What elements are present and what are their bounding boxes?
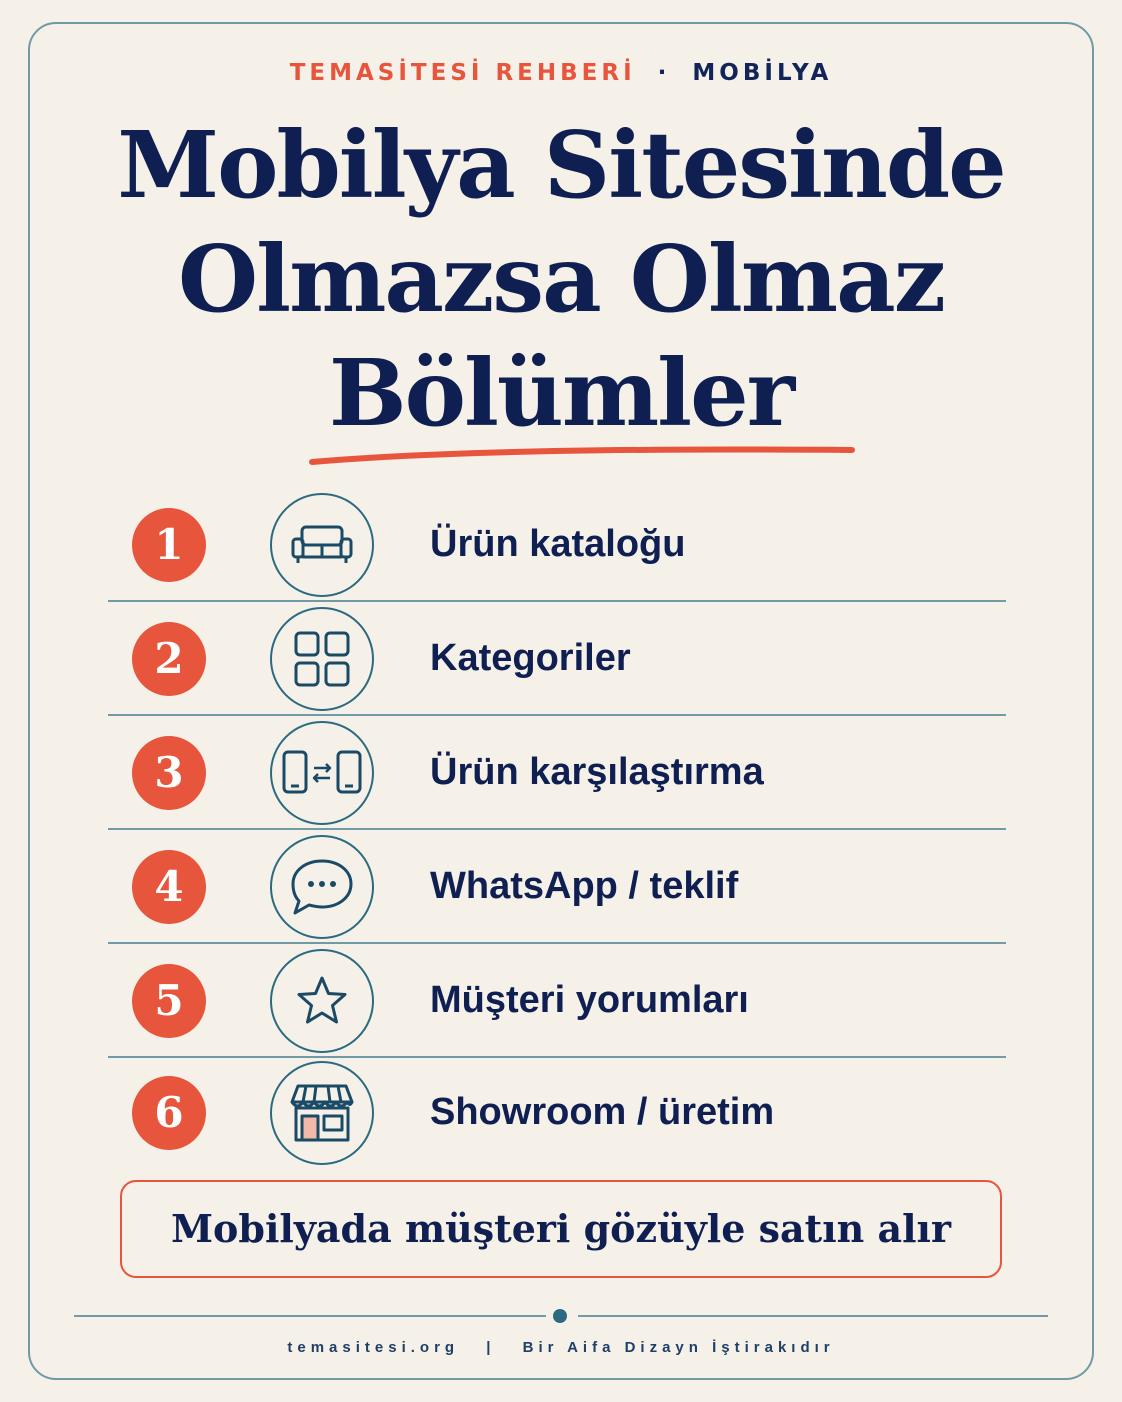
chat-bubble-icon xyxy=(270,835,374,939)
footer-divider-right xyxy=(578,1315,1048,1317)
list-item xyxy=(108,944,1006,1058)
item-label: Müşteri yorumları xyxy=(430,979,749,1021)
list-item xyxy=(108,830,1006,944)
callout-box: Mobilyada müşteri gözüyle satın alır xyxy=(120,1180,1002,1278)
item-number: 5 xyxy=(132,964,206,1038)
footer-site-link[interactable]: temasitesi.org xyxy=(287,1339,460,1356)
star-icon xyxy=(270,949,374,1053)
title-line-1: Mobilya Sitesinde xyxy=(117,111,1005,219)
footer-separator: | xyxy=(486,1339,496,1356)
page-title xyxy=(0,108,1122,450)
item-number: 4 xyxy=(132,850,206,924)
eyebrow xyxy=(0,60,1122,86)
sofa-icon xyxy=(270,493,374,597)
item-number: 3 xyxy=(132,736,206,810)
title-line-2: Olmazsa Olmaz xyxy=(177,225,945,333)
item-label: Showroom / üretim xyxy=(430,1091,775,1133)
footer xyxy=(0,1339,1122,1356)
title-underline xyxy=(308,442,858,468)
footer-divider-dot xyxy=(553,1309,567,1323)
item-number: 2 xyxy=(132,622,206,696)
title-line-3: Bölümler xyxy=(328,339,794,447)
list-item xyxy=(108,602,1006,716)
footer-tagline: Bir Aifa Dizayn İştirakıdır xyxy=(522,1339,835,1356)
list-item xyxy=(108,488,1006,602)
storefront-icon xyxy=(270,1061,374,1165)
eyebrow-brand: TEMASİTESİ REHBERİ xyxy=(289,60,636,86)
footer-divider-left xyxy=(74,1315,546,1317)
eyebrow-topic: MOBİLYA xyxy=(692,60,833,86)
item-label: Ürün karşılaştırma xyxy=(430,751,764,793)
item-label: Ürün kataloğu xyxy=(430,523,686,565)
list-item xyxy=(108,1056,1006,1170)
grid-icon xyxy=(270,607,374,711)
item-number: 6 xyxy=(132,1076,206,1150)
item-number: 1 xyxy=(132,508,206,582)
compare-icon xyxy=(270,721,374,825)
eyebrow-separator: · xyxy=(657,60,671,86)
item-label: Kategoriler xyxy=(430,637,631,679)
item-label: WhatsApp / teklif xyxy=(430,865,739,907)
list-item xyxy=(108,716,1006,830)
